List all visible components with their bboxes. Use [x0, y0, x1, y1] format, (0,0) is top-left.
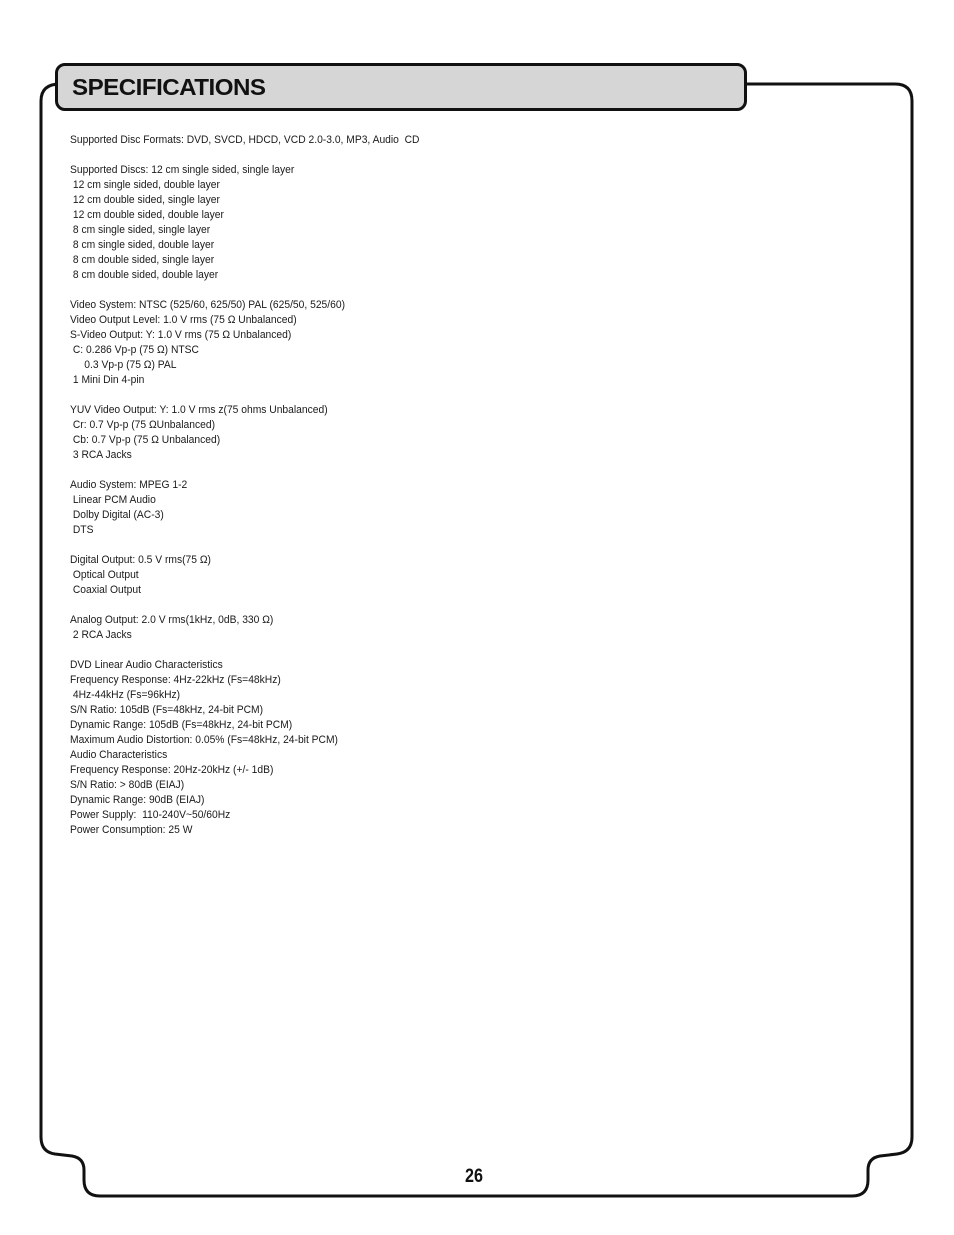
spec-line: Supported Disc Formats: DVD, SVCD, HDCD, VCD 2.0-3.0, MP3, Audio CD — [70, 134, 420, 146]
spec-line: S/N Ratio: > 80dB (EIAJ) — [70, 779, 185, 791]
section-gap — [70, 538, 870, 553]
spec-line: Cb: 0.7 Vp-p (75 Ω Unbalanced) — [70, 434, 221, 446]
spec-line: Audio Characteristics — [70, 749, 168, 761]
spec-line: Dynamic Range: 105dB (Fs=48kHz, 24-bit PCM) — [70, 719, 293, 731]
spec-line: Power Supply: 110-240V~50/60Hz — [70, 809, 231, 821]
spec-line: Supported Discs: 12 cm single sided, single layer — [70, 164, 295, 176]
spec-line: S-Video Output: Y: 1.0 V rms (75 Ω Unbalanced) — [70, 329, 292, 341]
spec-line: Digital Output: 0.5 V rms(75 Ω) — [70, 554, 211, 566]
spec-line: Frequency Response: 20Hz-20kHz (+/- 1dB) — [70, 764, 274, 776]
spec-line: 12 cm double sided, double layer — [70, 209, 224, 221]
spec-line: Video System: NTSC (525/60, 625/50) PAL (625/50, 525/60) — [70, 299, 346, 311]
spec-line: Coaxial Output — [70, 584, 141, 596]
section-gap — [70, 148, 870, 163]
spec-line: 4Hz-44kHz (Fs=96kHz) — [70, 689, 181, 701]
spec-line: Linear PCM Audio — [70, 494, 156, 506]
spec-line: 8 cm single sided, double layer — [70, 239, 215, 251]
page-number: 26 — [465, 1166, 483, 1187]
section-gap — [70, 283, 870, 298]
spec-line: YUV Video Output: Y: 1.0 V rms z(75 ohms Unbalanced) — [70, 404, 328, 416]
spec-line: Optical Output — [70, 569, 139, 581]
specifications-list — [70, 133, 870, 838]
spec-line: Analog Output: 2.0 V rms(1kHz, 0dB, 330 Ω) — [70, 614, 274, 626]
spec-line: 8 cm single sided, single layer — [70, 224, 211, 236]
section-gap — [70, 463, 870, 478]
spec-line: 0.3 Vp-p (75 Ω) PAL — [70, 359, 177, 371]
spec-line: 2 RCA Jacks — [70, 629, 132, 641]
spec-line: Maximum Audio Distortion: 0.05% (Fs=48kHz, 24-bit PCM) — [70, 734, 338, 746]
section-gap — [70, 388, 870, 403]
spec-line: 8 cm double sided, double layer — [70, 269, 219, 281]
spec-line: C: 0.286 Vp-p (75 Ω) NTSC — [70, 344, 199, 356]
spec-line: 12 cm double sided, single layer — [70, 194, 220, 206]
spec-line: 8 cm double sided, single layer — [70, 254, 215, 266]
spec-line: Cr: 0.7 Vp-p (75 ΩUnbalanced) — [70, 419, 216, 431]
spec-line: DVD Linear Audio Characteristics — [70, 659, 223, 671]
spec-line: Frequency Response: 4Hz-22kHz (Fs=48kHz) — [70, 674, 281, 686]
section-header-tab — [55, 63, 747, 111]
spec-line: 1 Mini Din 4-pin — [70, 374, 145, 386]
spec-line: Power Consumption: 25 W — [70, 824, 193, 836]
spec-line: Audio System: MPEG 1-2 — [70, 479, 188, 491]
spec-line: Video Output Level: 1.0 V rms (75 Ω Unbalanced) — [70, 314, 297, 326]
section-gap — [70, 643, 870, 658]
page-title: SPECIFICATIONS — [72, 74, 266, 100]
section-gap — [70, 598, 870, 613]
spec-line: 3 RCA Jacks — [70, 449, 132, 461]
spec-line: S/N Ratio: 105dB (Fs=48kHz, 24-bit PCM) — [70, 704, 264, 716]
spec-line: Dolby Digital (AC-3) — [70, 509, 164, 521]
spec-line: 12 cm single sided, double layer — [70, 179, 220, 191]
spec-line: Dynamic Range: 90dB (EIAJ) — [70, 794, 205, 806]
spec-line: DTS — [70, 524, 94, 536]
